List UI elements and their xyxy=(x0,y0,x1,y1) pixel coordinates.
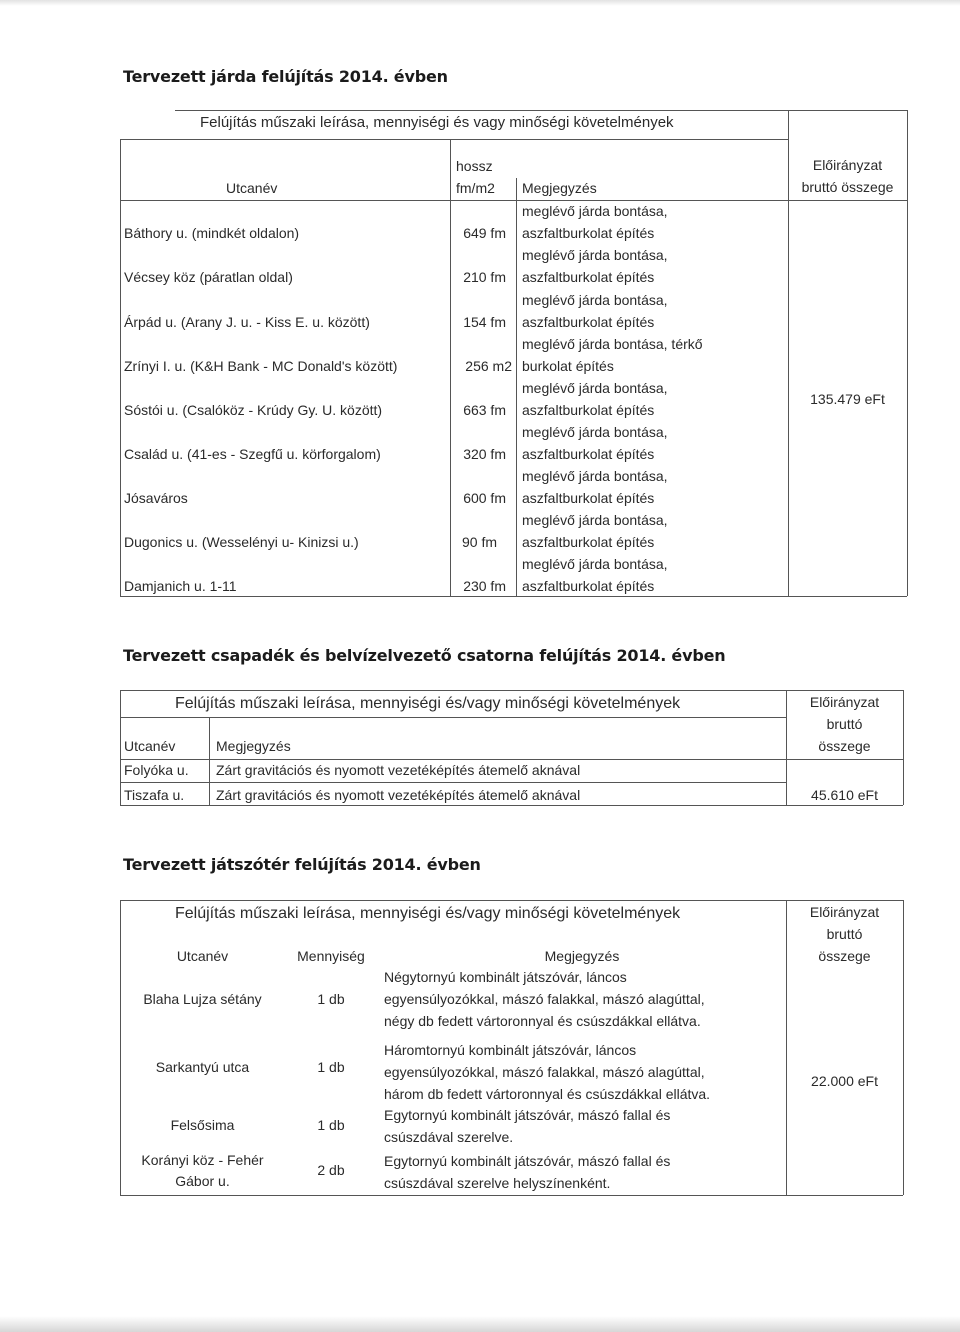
note-line: Zárt gravitációs és nyomott vezetéképítés átemelő aknával xyxy=(216,787,581,803)
note-line: meglévő járda bontása, xyxy=(522,512,668,528)
length-value: 154 fm xyxy=(463,314,506,330)
column-header-name: Utcanév xyxy=(124,738,176,754)
budget-header-line1: Előirányzat xyxy=(812,157,883,173)
length-value: 256 m2 xyxy=(465,358,512,374)
note-line: meglévő járda bontása, xyxy=(522,247,668,263)
street-name: Sarkantyú utca xyxy=(155,1059,250,1075)
note-line: meglévő járda bontása, xyxy=(522,424,668,440)
column-header-quantity: Mennyiség xyxy=(297,948,365,964)
street-name: Tiszafa u. xyxy=(124,787,185,803)
note-line: csúszdával szerelve. xyxy=(384,1129,514,1145)
note-line: burkolat építés xyxy=(522,358,614,374)
quantity-value: 1 db xyxy=(317,1059,345,1075)
street-name: Árpád u. (Arany J. u. - Kiss E. u. között) xyxy=(124,314,370,330)
note-line: Négytornyú kombinált játszóvár, láncos xyxy=(384,969,627,985)
budget-value: 22.000 eFt xyxy=(811,1073,878,1089)
street-name: Sóstói u. (Csalóköz - Krúdy Gy. U. között) xyxy=(124,402,383,418)
note-line: meglévő járda bontása, xyxy=(522,292,668,308)
note-line: meglévő járda bontása, xyxy=(522,380,668,396)
street-name: Gábor u. xyxy=(175,1173,230,1189)
note-line: három db fedett vártoronnyal és csúszdákkal ellátva. xyxy=(384,1086,711,1102)
note-line: meglévő járda bontása, xyxy=(522,468,668,484)
column-header-name: Utcanév xyxy=(226,180,278,196)
length-value: 663 fm xyxy=(463,402,506,418)
budget-header-line2: bruttó xyxy=(826,716,863,732)
note-line: egyensúlyozókkal, mászó falakkal, mászó alagúttal, xyxy=(384,1064,705,1080)
street-name: Báthory u. (mindkét oldalon) xyxy=(124,225,300,241)
length-value: 320 fm xyxy=(463,446,506,462)
table-header-main: Felújítás műszaki leírása, mennyiségi és/vagy minőségi követelmények xyxy=(175,905,681,922)
scan-edge-top xyxy=(0,0,960,6)
street-name: Korányi köz - Fehér xyxy=(141,1152,264,1168)
budget-header-line2: bruttó összege xyxy=(801,179,894,195)
table-header-main: Felújítás műszaki leírása, mennyiségi és vagy minőségi követelmények xyxy=(200,114,674,131)
column-header-note: Megjegyzés xyxy=(544,948,620,964)
note-line: aszfaltburkolat építés xyxy=(522,225,655,241)
note-line: meglévő járda bontása, xyxy=(522,556,668,572)
note-line: Háromtornyú kombinált játszóvár, láncos xyxy=(384,1042,637,1058)
column-header-length: hossz xyxy=(456,158,493,174)
quantity-value: 1 db xyxy=(317,991,345,1007)
section-title-playground: Tervezett játszótér felújítás 2014. évben xyxy=(123,855,481,874)
street-name: Damjanich u. 1-11 xyxy=(124,578,237,594)
length-value: 210 fm xyxy=(463,269,506,285)
section-title-drainage: Tervezett csapadék és belvízelvezető csatorna felújítás 2014. évben xyxy=(123,646,726,665)
note-line: négy db fedett vártoronnyal és csúszdákkal ellátva. xyxy=(384,1013,701,1029)
street-name: Dugonics u. (Wesselényi u- Kinizsi u.) xyxy=(124,534,359,550)
note-line: egyensúlyozókkal, mászó falakkal, mászó alagúttal, xyxy=(384,991,705,1007)
budget-value: 45.610 eFt xyxy=(811,787,878,803)
length-value: 90 fm xyxy=(461,534,497,550)
note-line: Egytornyú kombinált játszóvár, mászó fallal és xyxy=(384,1107,671,1123)
note-line: meglévő járda bontása, térkő xyxy=(522,336,703,352)
note-line: aszfaltburkolat építés xyxy=(522,314,655,330)
section-title-sidewalk: Tervezett járda felújítás 2014. évben xyxy=(123,67,448,86)
street-name: Család u. (41-es - Szegfű u. körforgalom) xyxy=(124,446,381,462)
quantity-value: 2 db xyxy=(317,1162,345,1178)
note-line: meglévő járda bontása, xyxy=(522,203,668,219)
quantity-value: 1 db xyxy=(317,1117,345,1133)
length-value: 230 fm xyxy=(463,578,506,594)
length-value: 600 fm xyxy=(463,490,506,506)
note-line: aszfaltburkolat építés xyxy=(522,402,655,418)
budget-header-line3: összege xyxy=(818,738,871,754)
budget-header-line3: összege xyxy=(818,948,871,964)
column-header-note: Megjegyzés xyxy=(216,738,291,754)
street-name: Jósaváros xyxy=(124,490,188,506)
street-name: Blaha Lujza sétány xyxy=(143,991,262,1007)
note-line: Zárt gravitációs és nyomott vezetéképítés átemelő aknával xyxy=(216,762,581,778)
budget-value: 135.479 eFt xyxy=(810,391,885,407)
length-value: 649 fm xyxy=(463,225,506,241)
table-header-main: Felújítás műszaki leírása, mennyiségi és/vagy minőségi követelmények xyxy=(175,695,681,712)
note-line: aszfaltburkolat építés xyxy=(522,269,655,285)
street-name: Zrínyi I. u. (K&H Bank - MC Donald's között) xyxy=(124,358,398,374)
note-line: aszfaltburkolat építés xyxy=(522,578,655,594)
budget-header-line1: Előirányzat xyxy=(809,904,880,920)
column-header-name: Utcanév xyxy=(176,948,229,964)
note-line: aszfaltburkolat építés xyxy=(522,446,655,462)
note-line: aszfaltburkolat építés xyxy=(522,534,655,550)
column-header-note: Megjegyzés xyxy=(522,180,597,196)
street-name: Vécsey köz (páratlan oldal) xyxy=(124,269,293,285)
note-line: Egytornyú kombinált játszóvár, mászó fallal és xyxy=(384,1153,671,1169)
scan-edge-bottom xyxy=(0,1316,960,1332)
budget-header-line2: bruttó xyxy=(826,926,863,942)
note-line: aszfaltburkolat építés xyxy=(522,490,655,506)
note-line: csúszdával szerelve helyszínenként. xyxy=(384,1175,611,1191)
budget-header-line1: Előirányzat xyxy=(809,694,880,710)
column-header-unit: fm/m2 xyxy=(456,180,495,196)
street-name: Folyóka u. xyxy=(124,762,189,778)
street-name: Felsősima xyxy=(170,1117,235,1133)
